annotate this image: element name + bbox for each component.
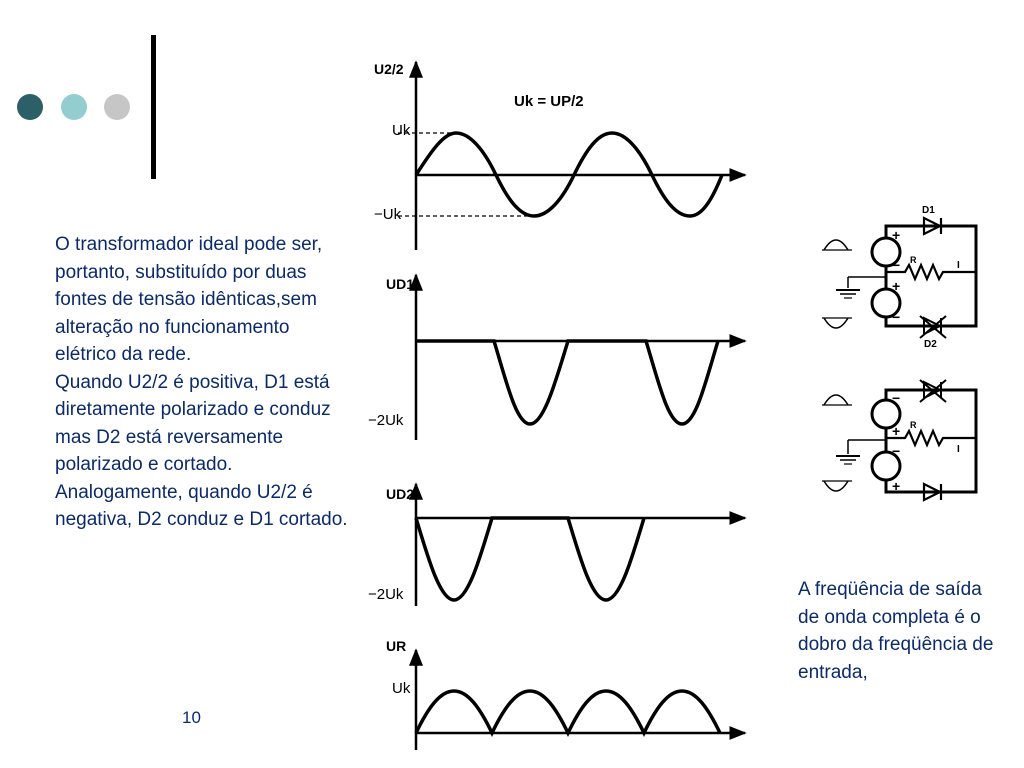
u2-neg-level: −Uk (374, 206, 402, 223)
frequency-note: A freqüência de saída de onda completa é o dobro da freqüência de entrada, (798, 579, 994, 683)
circuit2-r-label: R (910, 420, 917, 430)
plot-ur (386, 638, 745, 750)
svg-text:−: − (892, 390, 901, 406)
circuit2-input-neg-wave (824, 481, 848, 491)
svg-text:+: + (892, 278, 901, 294)
circuit1-d2-label: D2 (924, 339, 937, 350)
svg-text:−: − (892, 257, 901, 273)
ud2-level: −2Uk (368, 586, 404, 603)
plot-ud1 (368, 275, 745, 440)
circuit1-input-neg-wave (824, 318, 848, 328)
circuit1-r-label: R (910, 255, 917, 265)
svg-text:+: + (892, 423, 901, 439)
circuit-negative-half (822, 380, 976, 500)
svg-text:+: + (892, 227, 901, 243)
circuit2-input-pos-wave (824, 395, 848, 405)
ud2-wave (416, 518, 644, 600)
ud2-ylabel: UD2 (386, 486, 415, 502)
plot-u2 (374, 61, 745, 250)
ud1-ylabel: UD1 (386, 276, 415, 292)
u2-formula: Uk = UP/2 (514, 93, 584, 110)
u2-ylabel: U2/2 (374, 61, 404, 77)
svg-text:+: + (892, 478, 901, 494)
page-number: 10 (182, 708, 201, 727)
paragraph-negative: Analogamente, quando U2/2 é negativa, D2 conduz e D1 cortado. (55, 481, 348, 530)
svg-text:−: − (892, 309, 901, 325)
ur-wave (416, 691, 720, 733)
circuit1-i-label: I (957, 260, 960, 271)
ur-level: Uk (392, 680, 411, 697)
u2-pos-level: Uk (392, 122, 411, 139)
circuit-positive-half (822, 218, 976, 338)
ur-ylabel: UR (386, 638, 407, 654)
circuit2-i-label: I (957, 444, 960, 455)
ud1-wave (416, 341, 718, 424)
circuit1-d1-label: D1 (922, 205, 935, 216)
paragraph-positive: Quando U2/2 é positiva, D1 está diretamente polarizado e conduz mas D2 está reversamente polarizado e cortado. (55, 371, 331, 475)
paragraph-transformer: O transformador ideal pode ser, portanto, substituído por duas fontes de tensão idênticas,sem alteração no funcionamento elétrico da rede. (55, 234, 323, 365)
plot-ud2 (368, 484, 745, 606)
ud1-level: −2Uk (368, 412, 404, 429)
circuit1-input-pos-wave (824, 240, 848, 250)
svg-text:−: − (892, 443, 901, 459)
